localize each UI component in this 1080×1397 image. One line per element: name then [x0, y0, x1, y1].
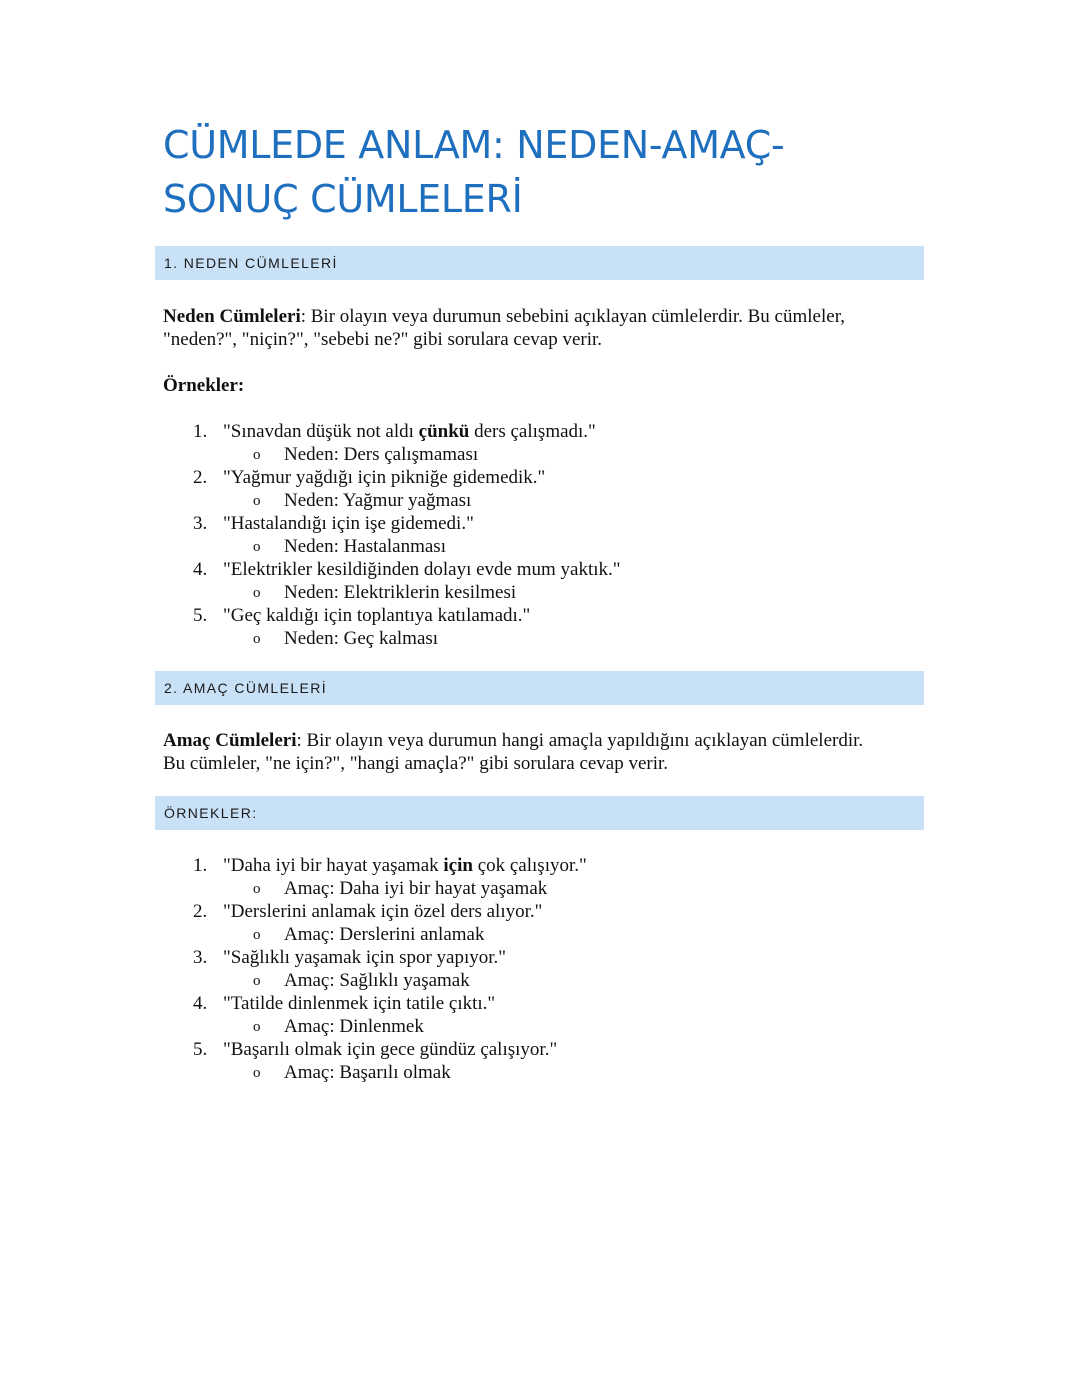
sentence-part: "Elektrikler kesildiğinden dolayı evde mum yaktık." [223, 559, 621, 580]
example-sentence [223, 992, 495, 1015]
list-number: 3. [193, 947, 208, 968]
section-heading-neden: 1. NEDEN CÜMLELERİ [155, 246, 924, 280]
amac-examples-list [163, 854, 923, 1084]
list-number: 2. [193, 901, 208, 922]
neden-example-sub-item [163, 489, 923, 512]
sentence-part: "Yağmur yağdığı için pikniğe gidemedik." [223, 467, 546, 488]
sentence-part: "Daha iyi bir hayat yaşamak [223, 855, 444, 876]
sentence-part: çok çalışıyor." [472, 855, 587, 876]
sentence-part: "Derslerini anlamak için özel ders alıyor." [223, 901, 543, 922]
example-explanation: Amaç: Derslerini anlamak [284, 924, 485, 945]
hollow-bullet-icon: o [253, 447, 261, 463]
hollow-bullet-icon: o [253, 493, 261, 509]
sentence-part: "Geç kaldığı için toplantıya katılamadı." [223, 605, 531, 626]
amac-example-sub-item [163, 1015, 923, 1038]
page-title [163, 118, 923, 226]
sentence-part: "Tatilde dinlenmek için tatile çıktı." [223, 993, 496, 1014]
neden-definition [163, 305, 923, 351]
neden-example-item [163, 558, 923, 581]
example-sentence [223, 1038, 557, 1061]
example-sentence [223, 900, 542, 923]
example-explanation: Neden: Ders çalışmaması [284, 444, 479, 465]
hollow-bullet-icon: o [253, 1065, 261, 1081]
sentence-part: "Hastalandığı için işe gidemedi." [223, 513, 474, 534]
example-explanation: Amaç: Başarılı olmak [284, 1062, 451, 1083]
amac-definition-line-2: Bu cümleler, "ne için?", "hangi amaçla?" gibi sorulara cevap verir. [163, 753, 669, 774]
amac-example-item [163, 992, 923, 1015]
list-number: 2. [193, 467, 208, 488]
list-number: 5. [193, 1039, 208, 1060]
hollow-bullet-icon: o [253, 973, 261, 989]
amac-example-item [163, 1038, 923, 1061]
sentence-part: "Sağlıklı yaşamak için spor yapıyor." [223, 947, 507, 968]
example-explanation: Amaç: Dinlenmek [284, 1016, 424, 1037]
neden-example-sub-item [163, 627, 923, 650]
amac-example-item [163, 854, 923, 877]
amac-definition-line-1: : Bir olayın veya durumun hangi amaçla yapıldığını açıklayan cümlelerdir. [296, 730, 864, 751]
example-sentence [223, 466, 545, 489]
section-heading-amac: 2. AMAÇ CÜMLELERİ [155, 671, 924, 705]
list-number: 1. [193, 421, 208, 442]
example-sentence [223, 512, 474, 535]
amac-example-sub-item [163, 1061, 923, 1084]
list-number: 1. [193, 855, 208, 876]
amac-example-sub-item [163, 877, 923, 900]
neden-example-sub-item [163, 535, 923, 558]
example-explanation: Neden: Yağmur yağması [284, 490, 472, 511]
example-sentence [223, 558, 621, 581]
neden-example-sub-item [163, 443, 923, 466]
amac-example-item [163, 900, 923, 923]
amac-term: Amaç Cümleleri [163, 730, 297, 751]
hollow-bullet-icon: o [253, 585, 261, 601]
amac-example-item [163, 946, 923, 969]
example-explanation: Neden: Elektriklerin kesilmesi [284, 582, 517, 603]
example-explanation: Amaç: Sağlıklı yaşamak [284, 970, 470, 991]
example-sentence [223, 420, 596, 443]
title-line-2: SONUÇ CÜMLELERİ [163, 177, 523, 221]
neden-definition-text: : Bir olayın veya durumun sebebini açıklayan cümlelerdir. Bu cümleler, "neden?", "niçin?", "sebebi ne?" gibi sorulara cevap verir. [163, 306, 846, 350]
neden-examples-label [163, 374, 923, 397]
amac-example-sub-item [163, 923, 923, 946]
hollow-bullet-icon: o [253, 881, 261, 897]
example-explanation: Neden: Geç kalması [284, 628, 439, 649]
amac-definition [163, 729, 923, 775]
section-heading-ornekler: ÖRNEKLER: [155, 796, 924, 830]
example-sentence [223, 604, 530, 627]
sentence-part: ders çalışmadı." [469, 421, 596, 442]
sentence-part: "Sınavdan düşük not aldı [223, 421, 419, 442]
example-sentence [223, 946, 506, 969]
list-number: 4. [193, 559, 208, 580]
neden-example-item [163, 512, 923, 535]
hollow-bullet-icon: o [253, 927, 261, 943]
sentence-part: "Başarılı olmak için gece gündüz çalışıyor." [223, 1039, 558, 1060]
hollow-bullet-icon: o [253, 1019, 261, 1035]
examples-label-text: Örnekler: [163, 375, 245, 396]
sentence-keyword: için [443, 855, 473, 876]
neden-term: Neden Cümleleri [163, 306, 301, 327]
title-line-1: CÜMLEDE ANLAM: NEDEN-AMAÇ- [163, 123, 785, 167]
list-number: 5. [193, 605, 208, 626]
example-sentence [223, 854, 587, 877]
list-number: 3. [193, 513, 208, 534]
neden-examples-list [163, 420, 923, 650]
example-explanation: Neden: Hastalanması [284, 536, 446, 557]
sentence-keyword: çünkü [418, 421, 470, 442]
neden-example-item [163, 466, 923, 489]
neden-example-item [163, 420, 923, 443]
amac-example-sub-item [163, 969, 923, 992]
list-number: 4. [193, 993, 208, 1014]
hollow-bullet-icon: o [253, 539, 261, 555]
example-explanation: Amaç: Daha iyi bir hayat yaşamak [284, 878, 548, 899]
neden-example-sub-item [163, 581, 923, 604]
hollow-bullet-icon: o [253, 631, 261, 647]
neden-example-item [163, 604, 923, 627]
